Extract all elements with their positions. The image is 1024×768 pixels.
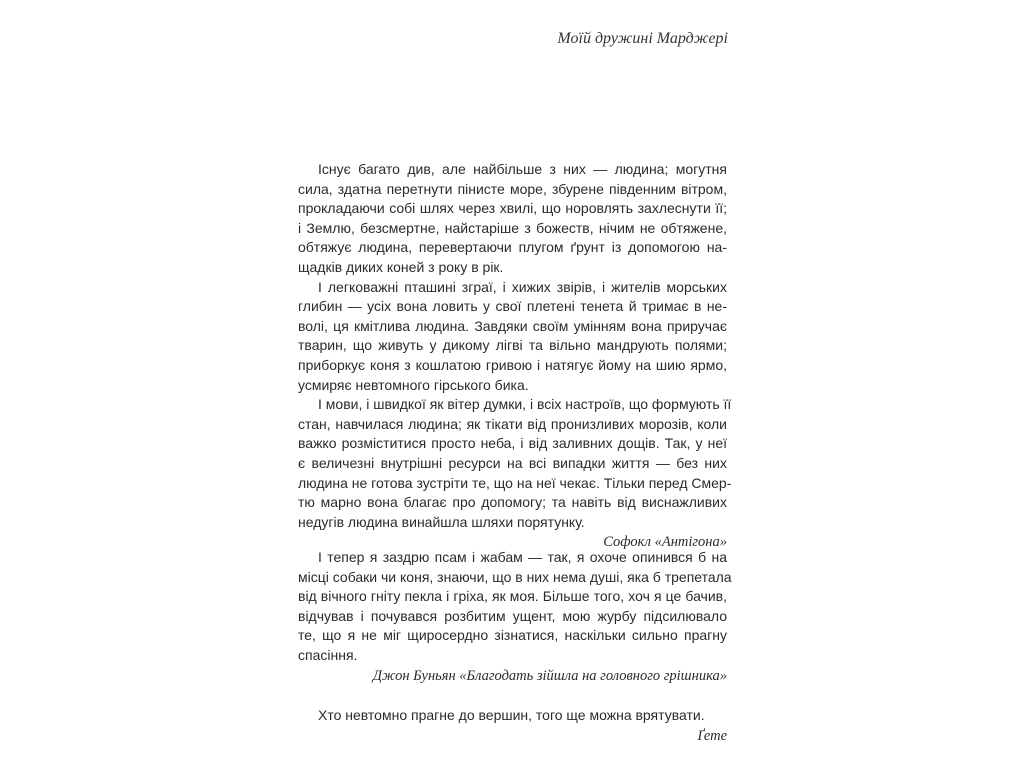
text-line: недугів людина винайшла шляхи порятунку. (298, 513, 585, 530)
text-line: те, що я не міг щиросердно зізнатися, наскільки сильно прагну (298, 627, 727, 644)
text-line: тварин, що живуть у дикому лігві та вільно мандрують полями; (298, 337, 727, 354)
text-line: стан, навчилася людина; як тікати від пронизливих морозів, коли (298, 415, 727, 432)
text-line: Хто невтомно прагне до вершин, того ще можна врятувати. (318, 707, 705, 723)
text-line: людина не готова зустріти те, що на неї чекає. Тільки перед Смер- (298, 474, 732, 491)
epigraph-attribution: Ґете (697, 727, 727, 744)
epigraph-goethe (298, 706, 727, 746)
text-line: і Землю, безсмертне, найстаріше з божеств, нічим не обтяжене, (298, 219, 727, 236)
text-line: є величезні внутрішні ресурси на всі випадки життя — без них (298, 454, 727, 471)
epigraph-attribution: Джон Буньян «Благодать зійшла на головного грішника» (372, 667, 727, 684)
text-line: місці собаки чи коня, знаючи, що в них нема душі, яка б трепетала (298, 568, 732, 585)
text-line: спасіння. (298, 646, 358, 663)
text-line: прокладаючи собі шлях через хвилі, що норовлять захлеснути її; (298, 200, 727, 217)
text-line: І легковажні пташині зграї, і хижих звірів, і жителів морських (318, 278, 727, 295)
text-line: щадків диких коней з року в рік. (298, 258, 504, 275)
epigraph-attribution: Софокл «Антігона» (603, 534, 727, 551)
text-line: від вічного гніту пекла і гріха, як моя. Більше того, хоч я це бачив, (298, 588, 727, 605)
text-line: І тепер я заздрю псам і жабам — так, я охоче опинився б на (318, 549, 727, 565)
text-line: глибин — усіх вона ловить у свої плетені тенета й тримає в не- (298, 298, 727, 315)
text-line: волі, ця кмітлива людина. Завдяки своїм умінням вона приручає (298, 317, 727, 334)
text-line: Існує багато див, але найбільше з них — людина; могутня (318, 161, 727, 177)
text-line: усмиряє невтомного гірського бика. (298, 376, 529, 393)
text-line: приборкує коня з кошлатою гривою і натягує йому на шию ярмо, (298, 356, 727, 373)
epigraph-sophocles (298, 160, 732, 552)
text-line: сила, здатна перетнути пінисте море, збурене південним вітром, (298, 180, 727, 197)
text-line: важко розміститися просто неба, і від заливних дощів. Так, у неї (298, 435, 727, 452)
text-line: обтяжує людина, перевертаючи плугом ґрунт із допомогою на- (298, 239, 727, 256)
text-line: І мови, і швидкої як вітер думки, і всіх настроїв, що формують її (318, 396, 732, 413)
text-line: відчував і почувався розбитим ущент, мою журбу підсилювало (298, 607, 727, 624)
epigraph-bunyan (298, 548, 732, 686)
dedication: Моїй дружині Марджері (557, 30, 728, 47)
text-line: тю марно вона благає про допомогу; та навіть від виснажливих (298, 494, 727, 511)
